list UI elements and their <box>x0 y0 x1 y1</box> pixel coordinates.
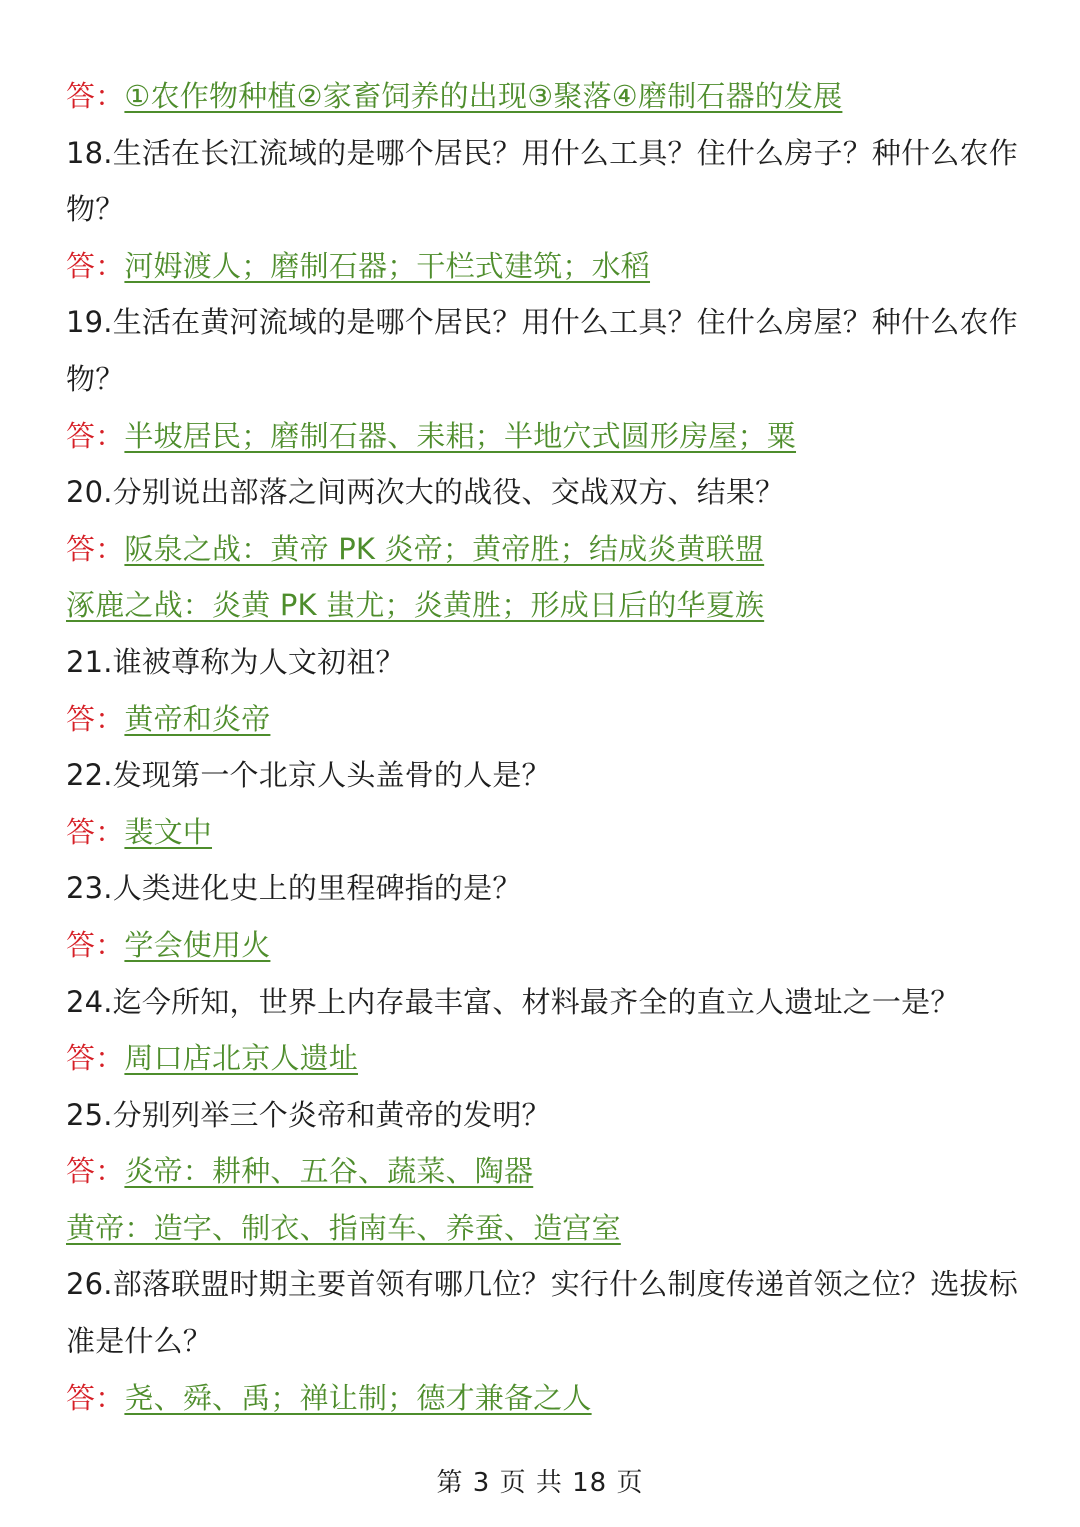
answer-line <box>66 408 1026 465</box>
question-line: 19.生活在黄河流域的是哪个居民？用什么工具？住什么房屋？种什么农作 <box>66 305 1018 340</box>
answer-line <box>66 917 1026 974</box>
question-line: 21.谁被尊称为人文初祖？ <box>66 644 405 679</box>
page-number-footer: 第 3 页 共 18 页 <box>436 1468 644 1498</box>
answer-label: 答： <box>66 418 125 453</box>
answer-text: 裴文中 <box>124 814 213 849</box>
answer-label: 答： <box>66 1380 125 1415</box>
question-line: 24.迄今所知，世界上内存最丰富、材料最齐全的直立人遗址之一是？ <box>66 984 960 1019</box>
answer-label: 答： <box>66 1154 125 1189</box>
answer-text: 炎帝：耕种、五谷、蔬菜、陶器 <box>124 1154 534 1189</box>
question-line: 物？ <box>66 192 125 227</box>
answer-line <box>66 691 1026 748</box>
answer-text: 黄帝：造字、制衣、指南车、养蚕、造宫室 <box>66 1210 621 1245</box>
answer-continuation-line <box>66 1200 1026 1257</box>
answer-line <box>66 238 1026 295</box>
question-line: 物？ <box>66 361 125 396</box>
question-line: 22.发现第一个北京人头盖骨的人是？ <box>66 758 551 793</box>
answer-line <box>66 1030 1026 1087</box>
answer-line <box>66 68 1026 125</box>
question-line: 20.分别说出部落之间两次大的战役、交战双方、结果？ <box>66 475 785 510</box>
answer-line <box>66 1143 1026 1200</box>
answer-text: 河姆渡人；磨制石器；干栏式建筑；水稻 <box>124 248 651 283</box>
answer-line <box>66 804 1026 861</box>
answer-label: 答： <box>66 79 125 113</box>
answer-text: ①农作物种植②家畜饲养的出现③聚落④磨制石器的发展 <box>124 79 843 113</box>
answer-line <box>66 1370 1026 1427</box>
answer-continuation-line <box>66 577 1026 634</box>
answer-label: 答： <box>66 248 125 283</box>
answer-label: 答： <box>66 701 125 736</box>
answer-label: 答： <box>66 531 125 566</box>
question-line: 18.生活在长江流域的是哪个居民？用什么工具？住什么房子？种什么农作 <box>66 135 1018 170</box>
question-line: 准是什么？ <box>66 1324 213 1359</box>
question-line: 26.部落联盟时期主要首领有哪几位？实行什么制度传递首领之位？选拔标 <box>66 1267 1018 1302</box>
question-line: 25.分别列举三个炎帝和黄帝的发明？ <box>66 1097 551 1132</box>
answer-label: 答： <box>66 814 125 849</box>
answer-label: 答： <box>66 927 125 962</box>
question-line: 23.人类进化史上的里程碑指的是？ <box>66 871 522 906</box>
answer-label: 答： <box>66 1041 125 1076</box>
answer-text: 学会使用火 <box>124 927 271 962</box>
answer-text: 涿鹿之战：炎黄 PK 蚩尤；炎黄胜；形成日后的华夏族 <box>66 588 765 623</box>
answer-text: 阪泉之战：黄帝 PK 炎帝；黄帝胜；结成炎黄联盟 <box>124 531 765 566</box>
answer-line <box>66 521 1026 578</box>
answer-text: 黄帝和炎帝 <box>124 701 271 736</box>
answer-text: 周口店北京人遗址 <box>124 1041 359 1076</box>
answer-text: 半坡居民；磨制石器、耒耜；半地穴式圆形房屋；粟 <box>124 418 797 453</box>
answer-text: 尧、舜、禹；禅让制；德才兼备之人 <box>124 1380 592 1415</box>
document-body <box>66 68 1026 1426</box>
